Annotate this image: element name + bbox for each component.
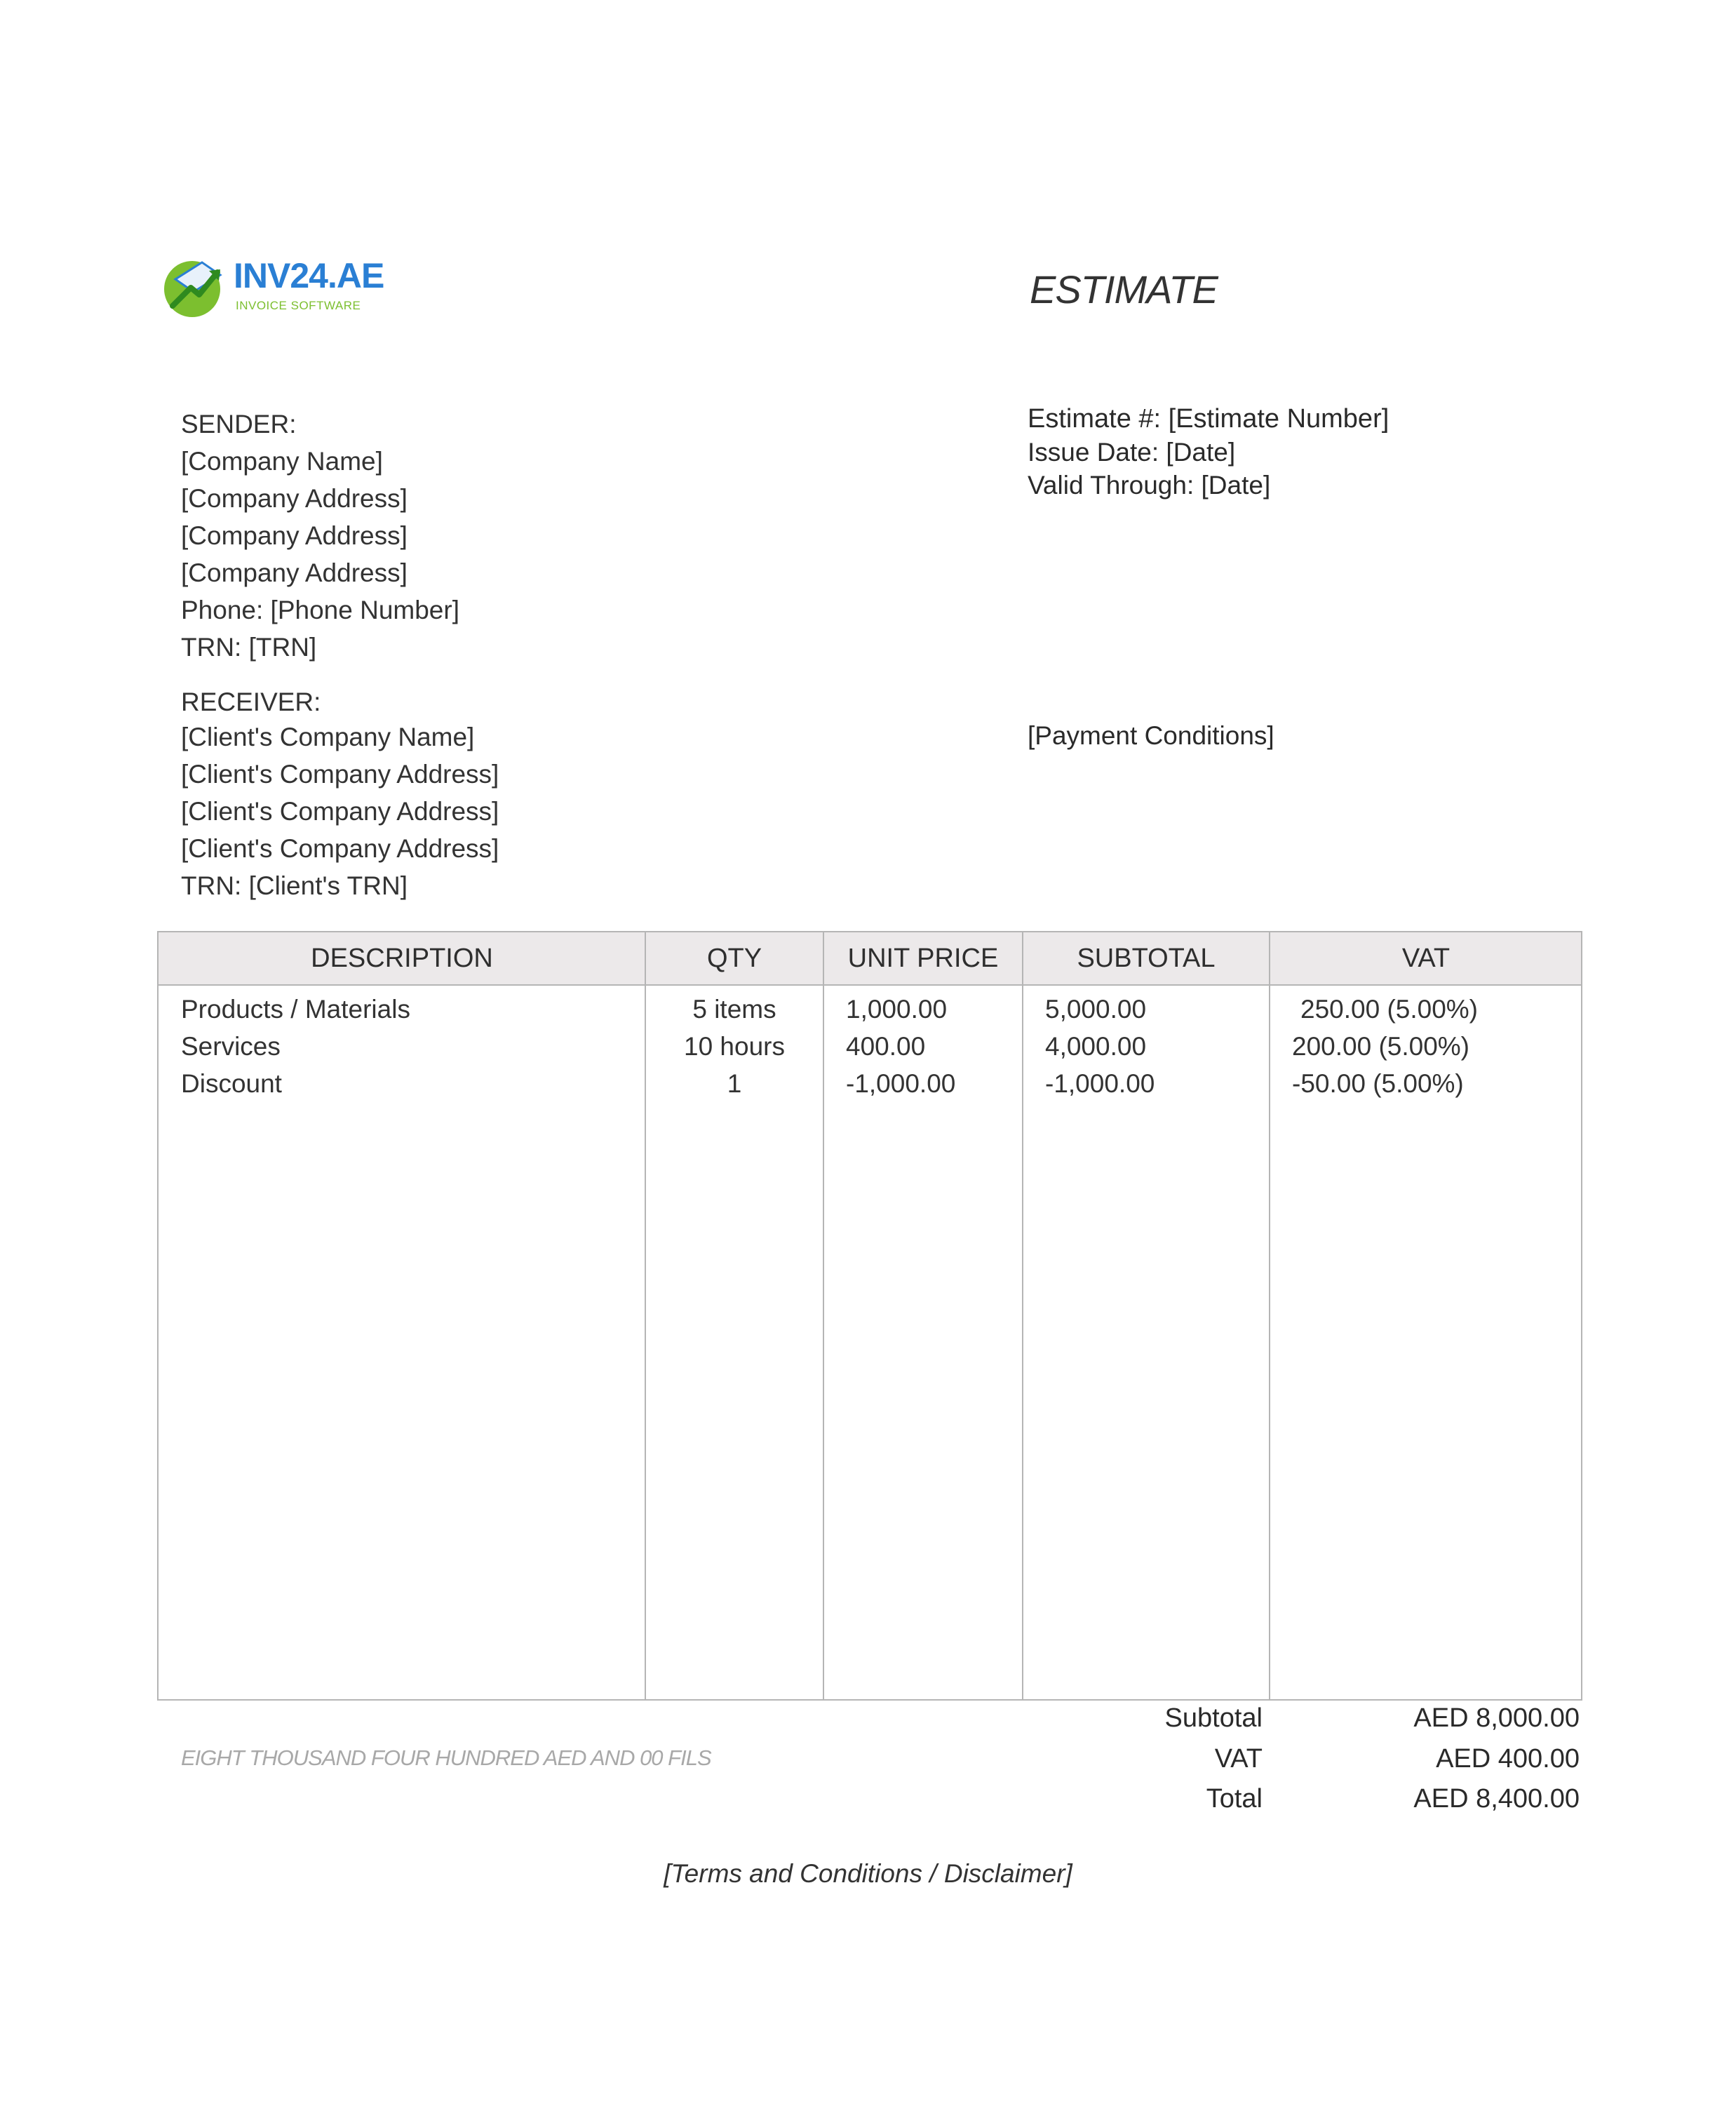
row-qty: 5 items	[692, 995, 776, 1024]
row-subtotal: 4,000.00	[1045, 1032, 1147, 1061]
row-qty: 10 hours	[684, 1032, 785, 1061]
grand-total-label: Total	[1206, 1784, 1263, 1814]
line-items-table	[157, 931, 1582, 1701]
payment-conditions: [Payment Conditions]	[1028, 721, 1274, 750]
row-unit-price: 400.00	[846, 1032, 926, 1061]
subtotal-label: Subtotal	[1164, 1703, 1263, 1733]
grand-total-value: AED 8,400.00	[1413, 1784, 1580, 1814]
column-divider	[1269, 932, 1270, 1699]
sender-address-line: [Company Address]	[181, 558, 408, 587]
row-vat: 250.00 (5.00%)	[1300, 995, 1479, 1024]
logo-name: INV24.AE	[234, 256, 384, 295]
column-header-qty: QTY	[706, 944, 762, 973]
row-vat: -50.00 (5.00%)	[1292, 1069, 1464, 1098]
receiver-address-line: [Client's Company Address]	[181, 760, 499, 789]
estimate-number: Estimate #: [Estimate Number]	[1028, 404, 1390, 434]
row-subtotal: -1,000.00	[1045, 1069, 1155, 1098]
row-description: Services	[181, 1032, 281, 1061]
subtotal-value: AED 8,000.00	[1413, 1703, 1580, 1733]
row-qty: 1	[727, 1069, 742, 1098]
column-header-description: DESCRIPTION	[311, 944, 493, 973]
row-unit-price: -1,000.00	[846, 1069, 956, 1098]
amount-in-words: EIGHT THOUSAND FOUR HUNDRED AED AND 00 FILS	[181, 1745, 711, 1770]
logo-tagline: INVOICE SOFTWARE	[236, 299, 361, 312]
column-header-vat: VAT	[1401, 944, 1451, 973]
sender-trn: TRN: [TRN]	[181, 633, 317, 662]
row-unit-price: 1,000.00	[846, 995, 948, 1024]
row-description: Discount	[181, 1069, 282, 1098]
issue-date: Issue Date: [Date]	[1028, 438, 1236, 467]
column-divider	[1022, 932, 1023, 1699]
document-title: ESTIMATE	[1030, 267, 1218, 311]
receiver-company-name: [Client's Company Name]	[181, 723, 475, 751]
sender-address-line: [Company Address]	[181, 521, 408, 550]
receiver-block	[181, 686, 499, 904]
sender-phone: Phone: [Phone Number]	[181, 596, 459, 624]
logo-icon	[160, 251, 230, 321]
sender-address-line: [Company Address]	[181, 484, 408, 513]
sender-block	[181, 405, 459, 666]
sender-company-name: [Company Name]	[181, 447, 383, 476]
valid-through-date: Valid Through: [Date]	[1028, 471, 1271, 500]
terms-and-conditions: [Terms and Conditions / Disclaimer]	[664, 1859, 1072, 1888]
receiver-address-line: [Client's Company Address]	[181, 834, 499, 863]
column-header-subtotal: SUBTOTAL	[1077, 944, 1216, 973]
sender-label: SENDER:	[181, 410, 297, 438]
table-header	[159, 932, 1581, 986]
row-subtotal: 5,000.00	[1045, 995, 1147, 1024]
receiver-label: RECEIVER:	[181, 688, 321, 716]
company-logo	[160, 251, 384, 321]
estimate-meta	[1028, 403, 1389, 502]
vat-total-label: VAT	[1214, 1744, 1263, 1774]
vat-total-value: AED 400.00	[1436, 1744, 1580, 1774]
receiver-trn: TRN: [Client's TRN]	[181, 871, 408, 900]
column-header-unit-price: UNIT PRICE	[847, 944, 999, 973]
row-description: Products / Materials	[181, 995, 410, 1024]
receiver-address-line: [Client's Company Address]	[181, 797, 499, 826]
row-vat: 200.00 (5.00%)	[1292, 1032, 1470, 1061]
